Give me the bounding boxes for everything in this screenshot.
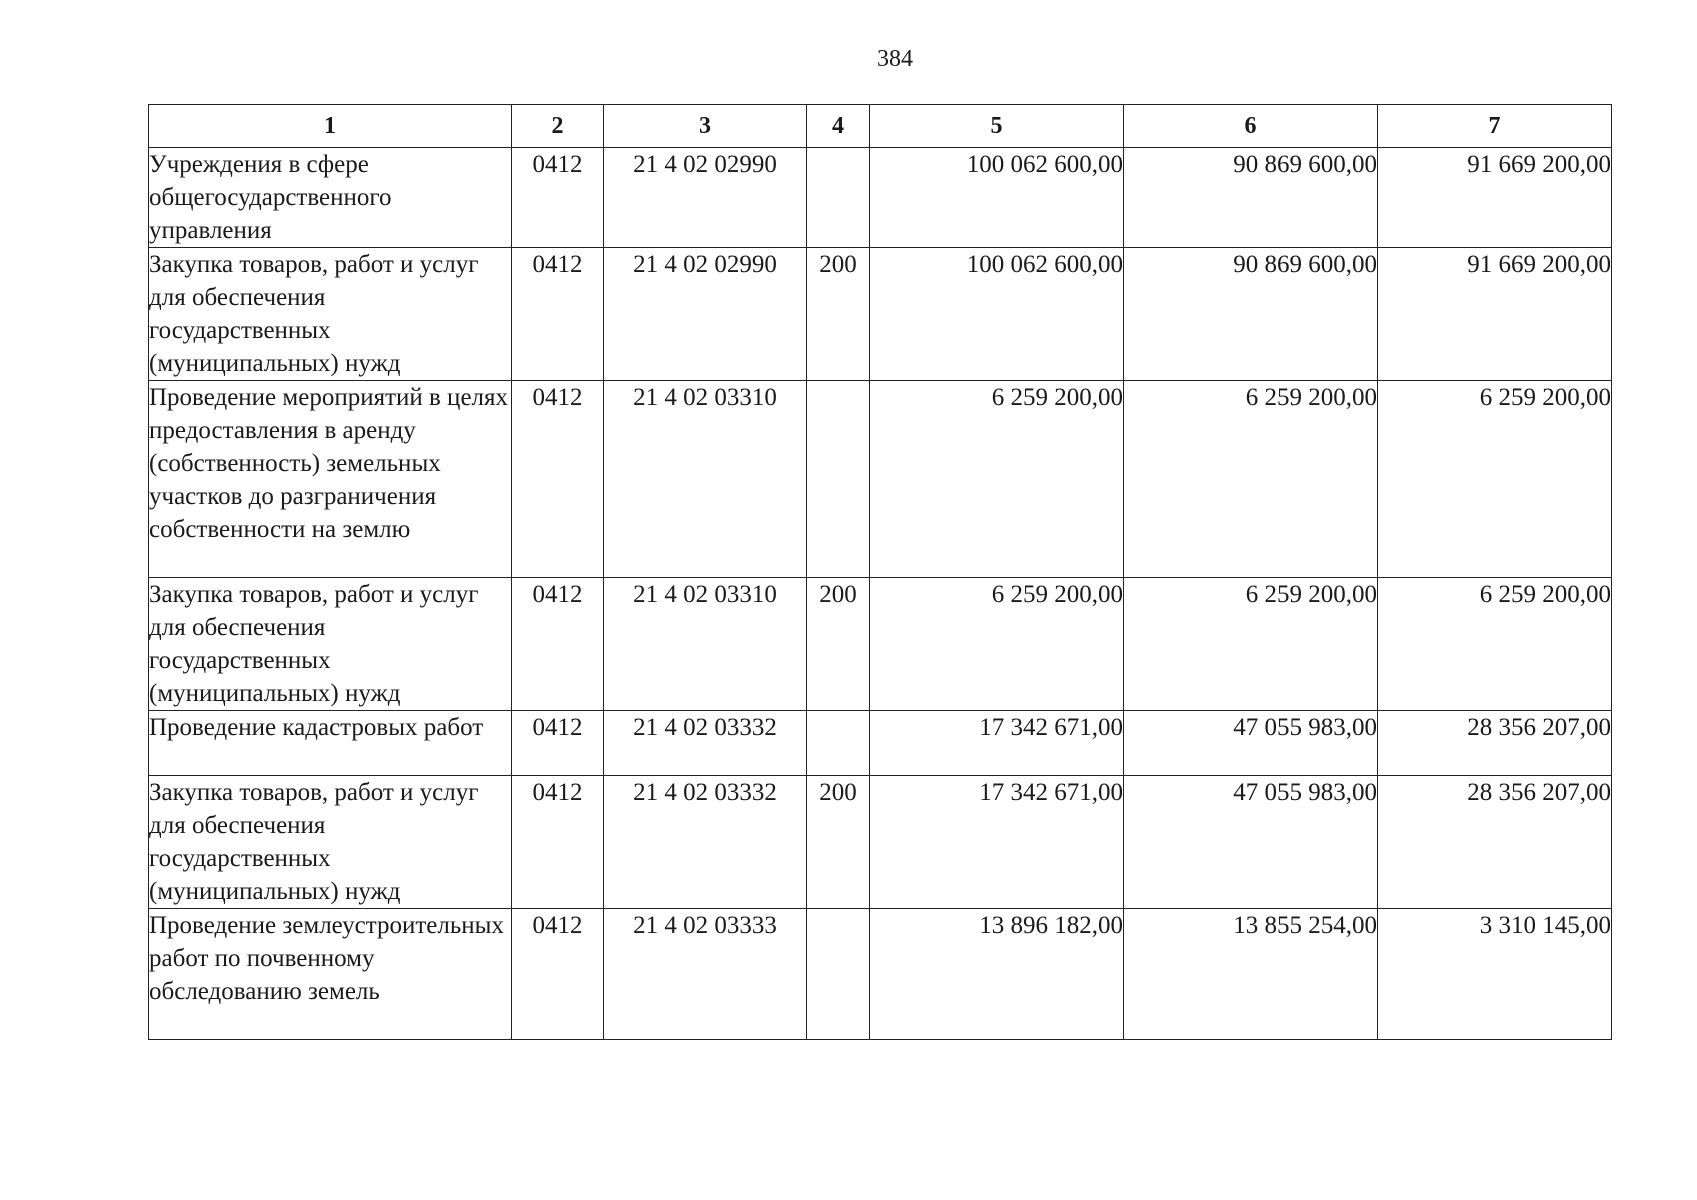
expense-type	[807, 711, 870, 776]
target-code: 21 4 02 02990	[604, 148, 807, 248]
amount-col6: 6 259 200,00	[1124, 381, 1378, 578]
expense-type: 200	[807, 248, 870, 381]
column-header-7: 7	[1378, 105, 1612, 148]
column-header-1: 1	[149, 105, 512, 148]
expense-type: 200	[807, 776, 870, 909]
amount-col7: 91 669 200,00	[1378, 248, 1612, 381]
amount-col5: 13 896 182,00	[870, 909, 1124, 1040]
amount-col5: 100 062 600,00	[870, 248, 1124, 381]
section-code: 0412	[512, 578, 604, 711]
amount-col6: 90 869 600,00	[1124, 248, 1378, 381]
amount-col5: 6 259 200,00	[870, 381, 1124, 578]
target-code: 21 4 02 03333	[604, 909, 807, 1040]
table-row	[149, 148, 1612, 248]
budget-table	[148, 104, 1612, 1040]
expense-type	[807, 909, 870, 1040]
expense-type	[807, 148, 870, 248]
header-row	[149, 105, 1612, 148]
column-header-3: 3	[604, 105, 807, 148]
column-header-5: 5	[870, 105, 1124, 148]
target-code: 21 4 02 03332	[604, 776, 807, 909]
table-row	[149, 248, 1612, 381]
section-code: 0412	[512, 776, 604, 909]
column-header-6: 6	[1124, 105, 1378, 148]
table-row	[149, 909, 1612, 1040]
amount-col6: 6 259 200,00	[1124, 578, 1378, 711]
amount-col5: 100 062 600,00	[870, 148, 1124, 248]
row-name: Закупка товаров, работ и услуг для обеспечения государственных (муниципальных) нужд	[149, 578, 512, 711]
amount-col6: 90 869 600,00	[1124, 148, 1378, 248]
table-row	[149, 578, 1612, 711]
row-name: Проведение кадастровых работ	[149, 711, 512, 776]
row-name: Проведение землеустроительных работ по почвенному обследованию земель	[149, 909, 512, 1040]
amount-col5: 17 342 671,00	[870, 776, 1124, 909]
page-number: 384	[877, 46, 913, 72]
target-code: 21 4 02 03332	[604, 711, 807, 776]
table-row	[149, 711, 1612, 776]
amount-col7: 6 259 200,00	[1378, 381, 1612, 578]
amount-col6: 47 055 983,00	[1124, 711, 1378, 776]
row-name: Закупка товаров, работ и услуг для обеспечения государственных (муниципальных) нужд	[149, 776, 512, 909]
amount-col7: 28 356 207,00	[1378, 711, 1612, 776]
table-row	[149, 776, 1612, 909]
column-header-4: 4	[807, 105, 870, 148]
amount-col5: 6 259 200,00	[870, 578, 1124, 711]
expense-type	[807, 381, 870, 578]
target-code: 21 4 02 02990	[604, 248, 807, 381]
column-header-2: 2	[512, 105, 604, 148]
amount-col6: 13 855 254,00	[1124, 909, 1378, 1040]
amount-col7: 6 259 200,00	[1378, 578, 1612, 711]
section-code: 0412	[512, 381, 604, 578]
expense-type: 200	[807, 578, 870, 711]
section-code: 0412	[512, 148, 604, 248]
amount-col6: 47 055 983,00	[1124, 776, 1378, 909]
row-name: Проведение мероприятий в целях предоставления в аренду (собственность) земельных участков до разграничения собственности на землю	[149, 381, 512, 578]
amount-col5: 17 342 671,00	[870, 711, 1124, 776]
amount-col7: 91 669 200,00	[1378, 148, 1612, 248]
section-code: 0412	[512, 711, 604, 776]
amount-col7: 3 310 145,00	[1378, 909, 1612, 1040]
amount-col7: 28 356 207,00	[1378, 776, 1612, 909]
table-row	[149, 381, 1612, 578]
target-code: 21 4 02 03310	[604, 578, 807, 711]
section-code: 0412	[512, 909, 604, 1040]
row-name: Закупка товаров, работ и услуг для обеспечения государственных (муниципальных) нужд	[149, 248, 512, 381]
row-name: Учреждения в сфере общегосударственного управления	[149, 148, 512, 248]
target-code: 21 4 02 03310	[604, 381, 807, 578]
section-code: 0412	[512, 248, 604, 381]
